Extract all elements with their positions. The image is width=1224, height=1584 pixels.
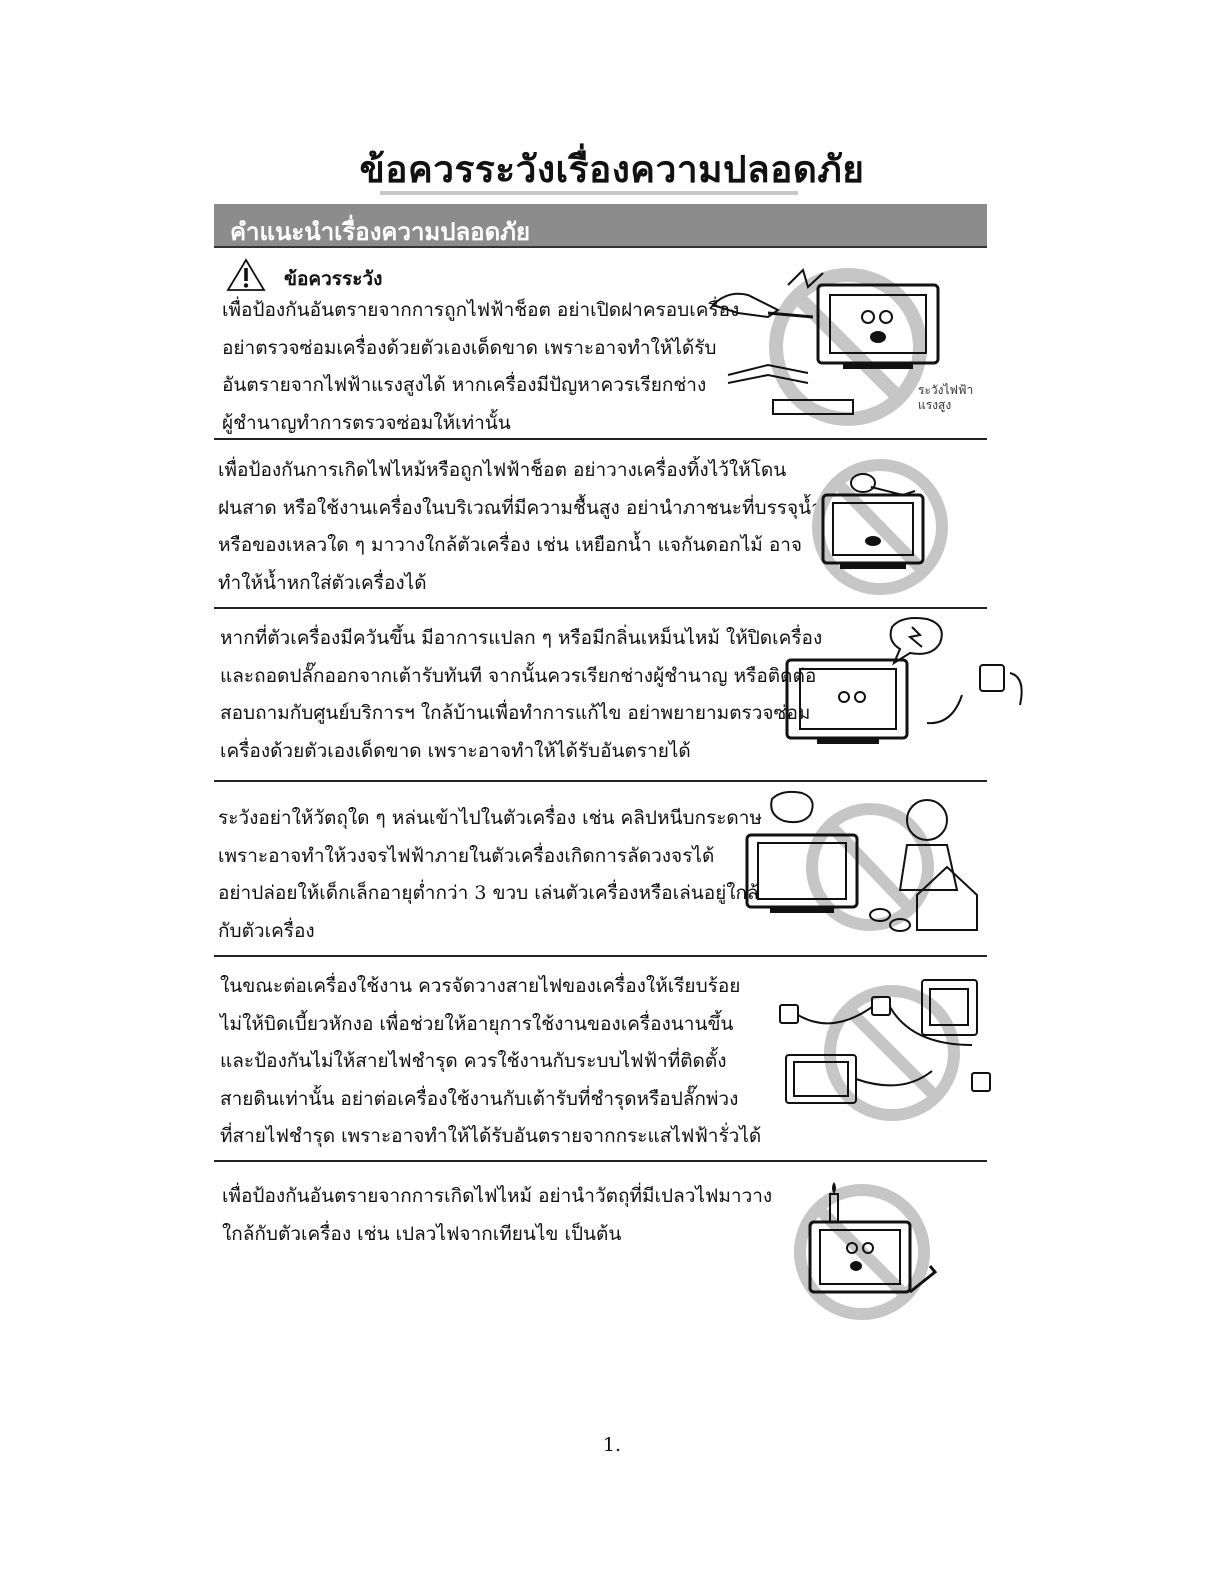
section-divider (214, 955, 987, 957)
tv-child-objects-prohibited-illustration (742, 785, 982, 940)
page-title: ข้อควรระวังเรื่องความปลอดภัย (359, 147, 865, 191)
section-header-bar (214, 204, 987, 248)
block-line: หากที่ตัวเครื่องมีควันขึ้น มีอาการแปลก ๆ หรือมีกลิ่นเหม็นไหม้ ให้ปิดเครื่อง (220, 627, 823, 649)
block-line: ที่สายไฟชำรุด เพราะอาจทำให้ได้รับอันตรายจากกระแสไฟฟ้ารั่วได้ (220, 1125, 762, 1147)
block-line: ฝนสาด หรือใช้งานเครื่องในบริเวณที่มีความชื้นสูง อย่านำภาชนะที่บรรจุน้ำ (218, 496, 822, 519)
title-underline (380, 191, 798, 195)
block-line: กับตัวเครื่อง (218, 919, 315, 942)
high-voltage-label-line: ระวังไฟฟ้า (918, 383, 974, 397)
block-line: เพื่อป้องกันอันตรายจากการเกิดไฟไหม้ อย่านำวัตถุที่มีเปลวไฟมาวาง (222, 1185, 773, 1207)
block-line: สายดินเท่านั้น อย่าต่อเครื่องใช้งานกับเต้ารับที่ชำรุดหรือปลั๊กพ่วง (220, 1087, 739, 1110)
safety-block-3 (220, 620, 822, 770)
high-voltage-label (918, 383, 973, 413)
section-divider (214, 1160, 987, 1162)
safety-block-1 (222, 292, 739, 442)
tv-candle-prohibited-illustration (790, 1180, 940, 1320)
safety-block-2 (218, 452, 822, 602)
tv-liquid-prohibited-illustration (805, 455, 955, 597)
block-line: ทำให้น้ำหกใส่ตัวเครื่องได้ (218, 571, 427, 594)
block-line: ใกล้กับตัวเครื่อง เช่น เปลวไฟจากเทียนไข เป็นต้น (222, 1222, 622, 1245)
page-number: 1. (602, 1434, 622, 1456)
block-line: ผู้ชำนาญทำการตรวจซ่อมให้เท่านั้น (222, 411, 511, 434)
block-line: ในขณะต่อเครื่องใช้งาน ควรจัดวางสายไฟของเครื่องให้เรียบร้อย (220, 975, 741, 997)
safety-block-4 (218, 800, 762, 950)
section-header-text: คำแนะนำเรื่องความปลอดภัย (230, 217, 531, 246)
block-line: สอบถามกับศูนย์บริการฯ ใกล้บ้านเพื่อทำการแก้ไข อย่าพยายามตรวจซ่อม (220, 702, 811, 724)
block-line: และถอดปลั๊กออกจากเต้ารับทันที จากนั้นควรเรียกช่างผู้ชำนาญ หรือติดต่อ (220, 664, 817, 687)
block-line: เพื่อป้องกันการเกิดไฟไหม้หรือถูกไฟฟ้าช็อต อย่าวางเครื่องทิ้งไว้ให้โดน (218, 459, 787, 481)
warning-triangle-icon (226, 258, 266, 292)
block-line: ระวังอย่าให้วัตถุใด ๆ หล่นเข้าไปในตัวเครื่อง เช่น คลิปหนีบกระดาษ (218, 807, 762, 829)
block-line: เพราะอาจทำให้วงจรไฟฟ้าภายในตัวเครื่องเกิดการลัดวงจรได้ (218, 844, 715, 867)
section-divider (214, 780, 987, 782)
high-voltage-label-line: แรงสูง (918, 398, 952, 412)
block-line: ไม่ให้บิดเบี้ยวหักงอ เพื่อช่วยให้อายุการใช้งานของเครื่องนานขึ้น (220, 1012, 734, 1035)
safety-block-6 (222, 1178, 772, 1253)
block-line: อย่าตรวจซ่อมเครื่องด้วยตัวเองเด็ดขาด เพราะอาจทำให้ได้รับ (222, 336, 717, 359)
power-cord-prohibited-illustration (772, 975, 997, 1130)
caution-label: ข้อควรระวัง (284, 268, 383, 290)
block-line: หรือของเหลวใด ๆ มาวางใกล้ตัวเครื่อง เช่น เหยือกน้ำ แจกันดอกไม้ อาจ (218, 534, 803, 556)
section-divider (214, 607, 987, 609)
block-line: เพื่อป้องกันอันตรายจากการถูกไฟฟ้าช็อต อย่าเปิดฝาครอบเครื่อง (222, 299, 740, 321)
safety-block-5 (220, 968, 761, 1156)
block-line: และป้องกันไม่ให้สายไฟชำรุด ควรใช้งานกับระบบไฟฟ้าที่ติดตั้ง (220, 1050, 727, 1072)
block-line: เครื่องด้วยตัวเองเด็ดขาด เพราะอาจทำให้ได้รับอันตรายได้ (220, 739, 691, 762)
section-divider (214, 438, 987, 440)
block-line: อย่าปล่อยให้เด็กเล็กอายุต่ำกว่า 3 ขวบ เล่นตัวเครื่องหรือเล่นอยู่ใกล้ (218, 882, 759, 904)
tv-unplug-illustration (782, 615, 1027, 760)
block-line: อันตรายจากไฟฟ้าแรงสูงได้ หากเครื่องมีปัญหาควรเรียกช่าง (222, 374, 707, 396)
